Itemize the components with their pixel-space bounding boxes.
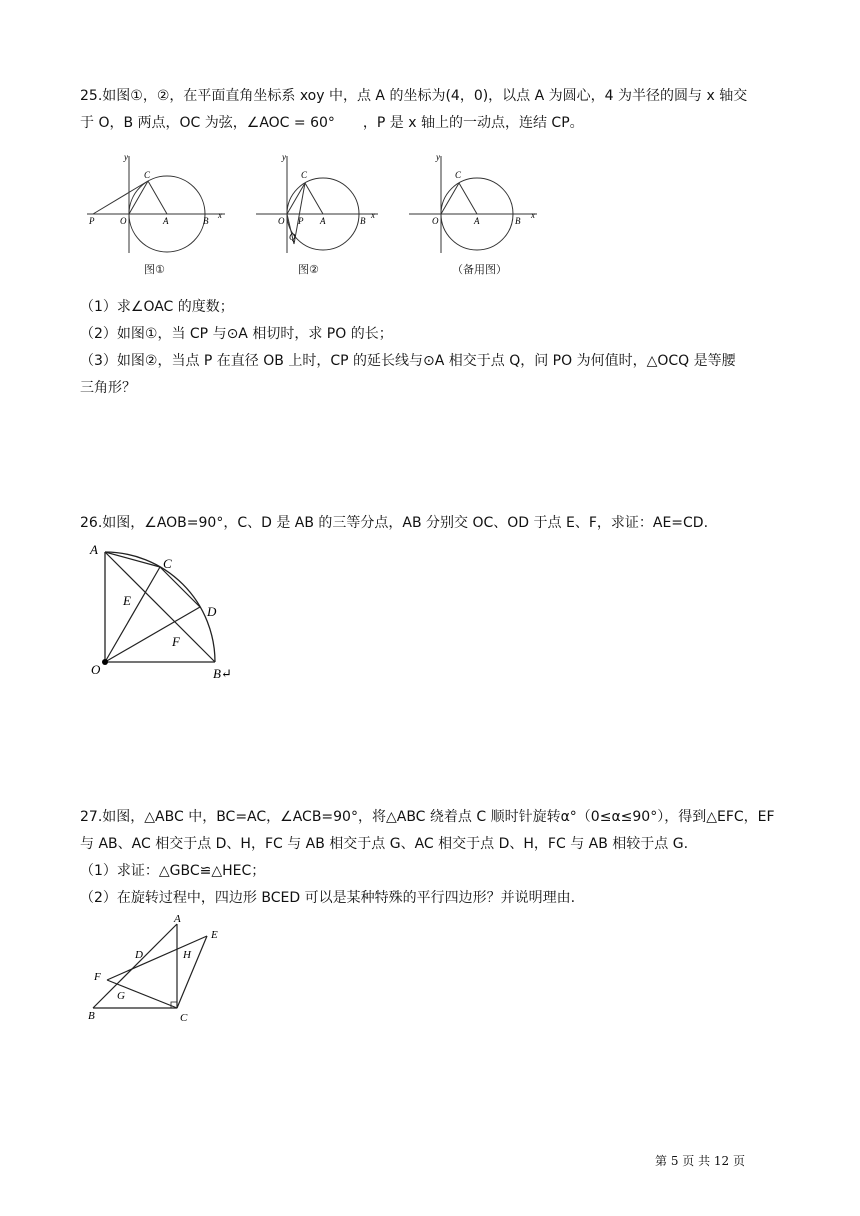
- q25-fig3-caption: （备用图）: [452, 263, 507, 276]
- label-o: O: [278, 216, 285, 226]
- q25-part1: （1）求∠OAC 的度数；: [80, 299, 234, 315]
- q27-text-line1: 27.如图，△ABC 中，BC=AC，∠ACB=90°，将△ABC 绕着点 C 顺时针旋转α°（0≤α≤90°），得到△EFC，EF: [80, 809, 775, 825]
- q25-part3-line2: 三角形？: [80, 380, 136, 396]
- label-a: A: [90, 542, 98, 557]
- label-a: A: [174, 913, 181, 925]
- q25-text-line1: 25.如图①，②，在平面直角坐标系 xoy 中，点 A 的坐标为(4，0)，以点 A 为圆心，4 为半径的圆与 x 轴交: [80, 88, 748, 104]
- segment-oc: [441, 183, 459, 214]
- q25-text-line2: 于 O，B 两点，OC 为弦，∠AOC = 60° ，P 是 x 轴上的一动点，连结 CP。: [80, 115, 584, 131]
- label-o: O: [120, 216, 127, 226]
- label-x: x: [218, 210, 222, 220]
- q25-figure-1: [85, 148, 235, 258]
- label-c: C: [163, 556, 172, 571]
- segment-cd: [160, 567, 200, 607]
- chord-ab: [105, 552, 215, 662]
- label-q: Q: [289, 232, 296, 242]
- label-x: x: [531, 210, 535, 220]
- q27-part1: （1）求证：△GBC≌△HEC；: [80, 863, 266, 879]
- label-x: x: [371, 210, 375, 220]
- segment-ca: [459, 183, 477, 214]
- label-f: F: [172, 634, 180, 649]
- label-c: C: [144, 170, 151, 180]
- segment-oc: [129, 181, 148, 214]
- label-y: y: [436, 152, 440, 162]
- label-o: O: [432, 216, 439, 226]
- label-a: A: [474, 216, 480, 226]
- label-b: B: [88, 1010, 95, 1022]
- q27-text-line2: 与 AB、AC 相交于点 D、H，FC 与 AB 相交于点 G、AC 相交于点 D、H，FC 与 AB 相较于点 G.: [80, 836, 689, 852]
- q27-part2: （2）在旋转过程中，四边形 BCED 可以是某种特殊的平行四边形？并说明理由.: [80, 890, 576, 906]
- page-footer: 第 5 页 共 12 页: [655, 1154, 745, 1168]
- q26-figure: [85, 540, 245, 685]
- label-a: A: [163, 216, 169, 226]
- segment-ca: [148, 181, 167, 214]
- segment-ab: [93, 924, 177, 1008]
- label-h: H: [183, 949, 191, 961]
- label-y: y: [124, 152, 128, 162]
- q25-part3-line1: （3）如图②，当点 P 在直径 OB 上时，CP 的延长线与⊙A 相交于点 Q，问 PO 为何值时，△OCQ 是等腰: [80, 353, 736, 369]
- q27-figure: [85, 912, 235, 1027]
- label-y: y: [282, 152, 286, 162]
- label-b: B: [360, 216, 366, 226]
- label-e: E: [211, 929, 218, 941]
- label-f: F: [94, 971, 101, 983]
- label-b: B: [203, 216, 209, 226]
- q26-text-line1: 26.如图，∠AOB=90°，C、D 是 AB 的三等分点，AB 分别交 OC、OD 于点 E、F，求证：AE=CD.: [80, 515, 709, 531]
- label-g: G: [117, 990, 125, 1002]
- label-c: C: [301, 170, 308, 180]
- label-c: C: [455, 170, 462, 180]
- point-o: [102, 659, 108, 665]
- q25-part2: （2）如图①，当 CP 与⊙A 相切时，求 PO 的长；: [80, 326, 393, 342]
- label-d: D: [135, 949, 143, 961]
- label-c: C: [180, 1012, 188, 1024]
- segment-oc: [105, 567, 160, 662]
- label-e: E: [123, 593, 131, 608]
- label-b: B: [515, 216, 521, 226]
- label-o: O: [91, 662, 101, 677]
- q25-figure-2: [250, 148, 385, 258]
- label-p: P: [89, 216, 95, 226]
- segment-pc: [93, 181, 148, 214]
- q25-fig1-caption: 图①: [144, 263, 165, 276]
- q25-figure-3: [405, 148, 545, 258]
- label-d: D: [207, 604, 217, 619]
- label-b: B↵: [213, 666, 232, 681]
- segment-ca: [305, 183, 323, 214]
- q25-fig2-caption: 图②: [298, 263, 319, 276]
- label-a: A: [320, 216, 326, 226]
- segment-od: [105, 607, 200, 662]
- label-p: P: [298, 216, 304, 226]
